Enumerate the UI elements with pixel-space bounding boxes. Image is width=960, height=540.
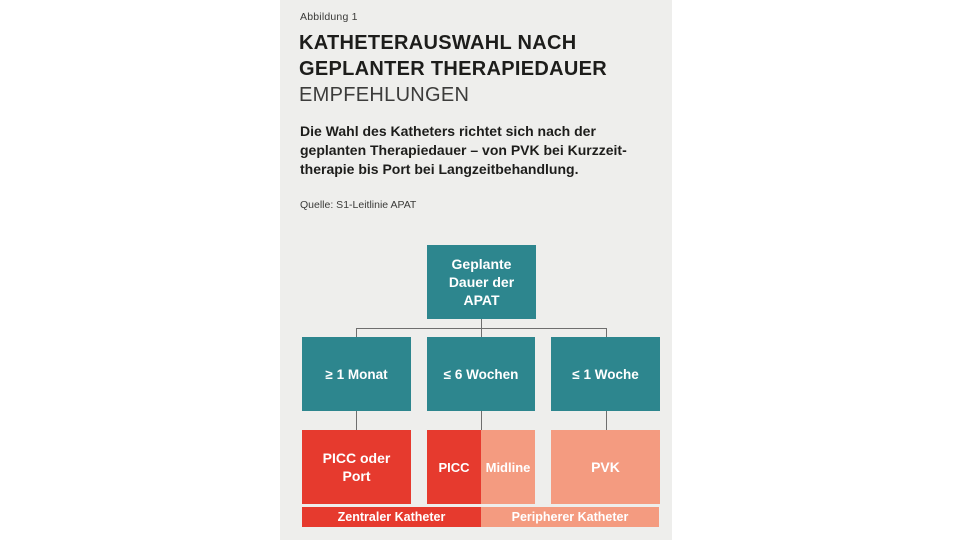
node-root-geplante-dauer <box>427 245 536 319</box>
description-line-1: Die Wahl des Katheters richtet sich nach der <box>300 123 596 139</box>
connector-stub-middle-bottom <box>481 411 482 430</box>
node-duration-6-wochen: ≤ 6 Wochen <box>427 337 535 411</box>
infographic-panel <box>280 0 672 540</box>
connector-root-vertical <box>481 319 482 328</box>
source-citation: Quelle: S1-Leitlinie APAT <box>300 199 417 211</box>
legend-peripherer-katheter: Peripherer Katheter <box>481 507 659 527</box>
node-catheter-midline: Midline <box>481 430 535 504</box>
legend-zentraler-katheter: Zentraler Katheter <box>302 507 481 527</box>
node-catheter-picc-midline <box>427 430 535 504</box>
page-title-line-2: GEPLANTER THERAPIEDAUER <box>299 58 608 80</box>
connector-stub-left-bottom <box>356 411 357 430</box>
node-duration-1-woche: ≤ 1 Woche <box>551 337 660 411</box>
node-root-line-1: Geplante <box>451 256 512 272</box>
page-subtitle: EMPFEHLUNGEN <box>299 84 470 106</box>
connector-stub-right-bottom <box>606 411 607 430</box>
description-text <box>300 122 627 179</box>
node-root-line-2: Dauer der <box>448 274 515 290</box>
node-catheter-picc: PICC <box>427 430 481 504</box>
page-title-line-1: KATHETERAUSWAHL NACH <box>299 32 577 54</box>
figure-label: Abbildung 1 <box>300 11 358 23</box>
title-block <box>299 30 607 108</box>
node-catheter-pvk: PVK <box>551 430 660 504</box>
node-duration-1-monat: ≥ 1 Monat <box>302 337 411 411</box>
description-line-2: geplanten Therapiedauer – von PVK bei Kurzzeit- <box>300 142 627 158</box>
description-line-3: therapie bis Port bei Langzeitbehandlung. <box>300 161 579 177</box>
node-root-line-3: APAT <box>463 292 500 308</box>
node-catheter-picc-oder-port: PICC oder Port <box>302 430 411 504</box>
